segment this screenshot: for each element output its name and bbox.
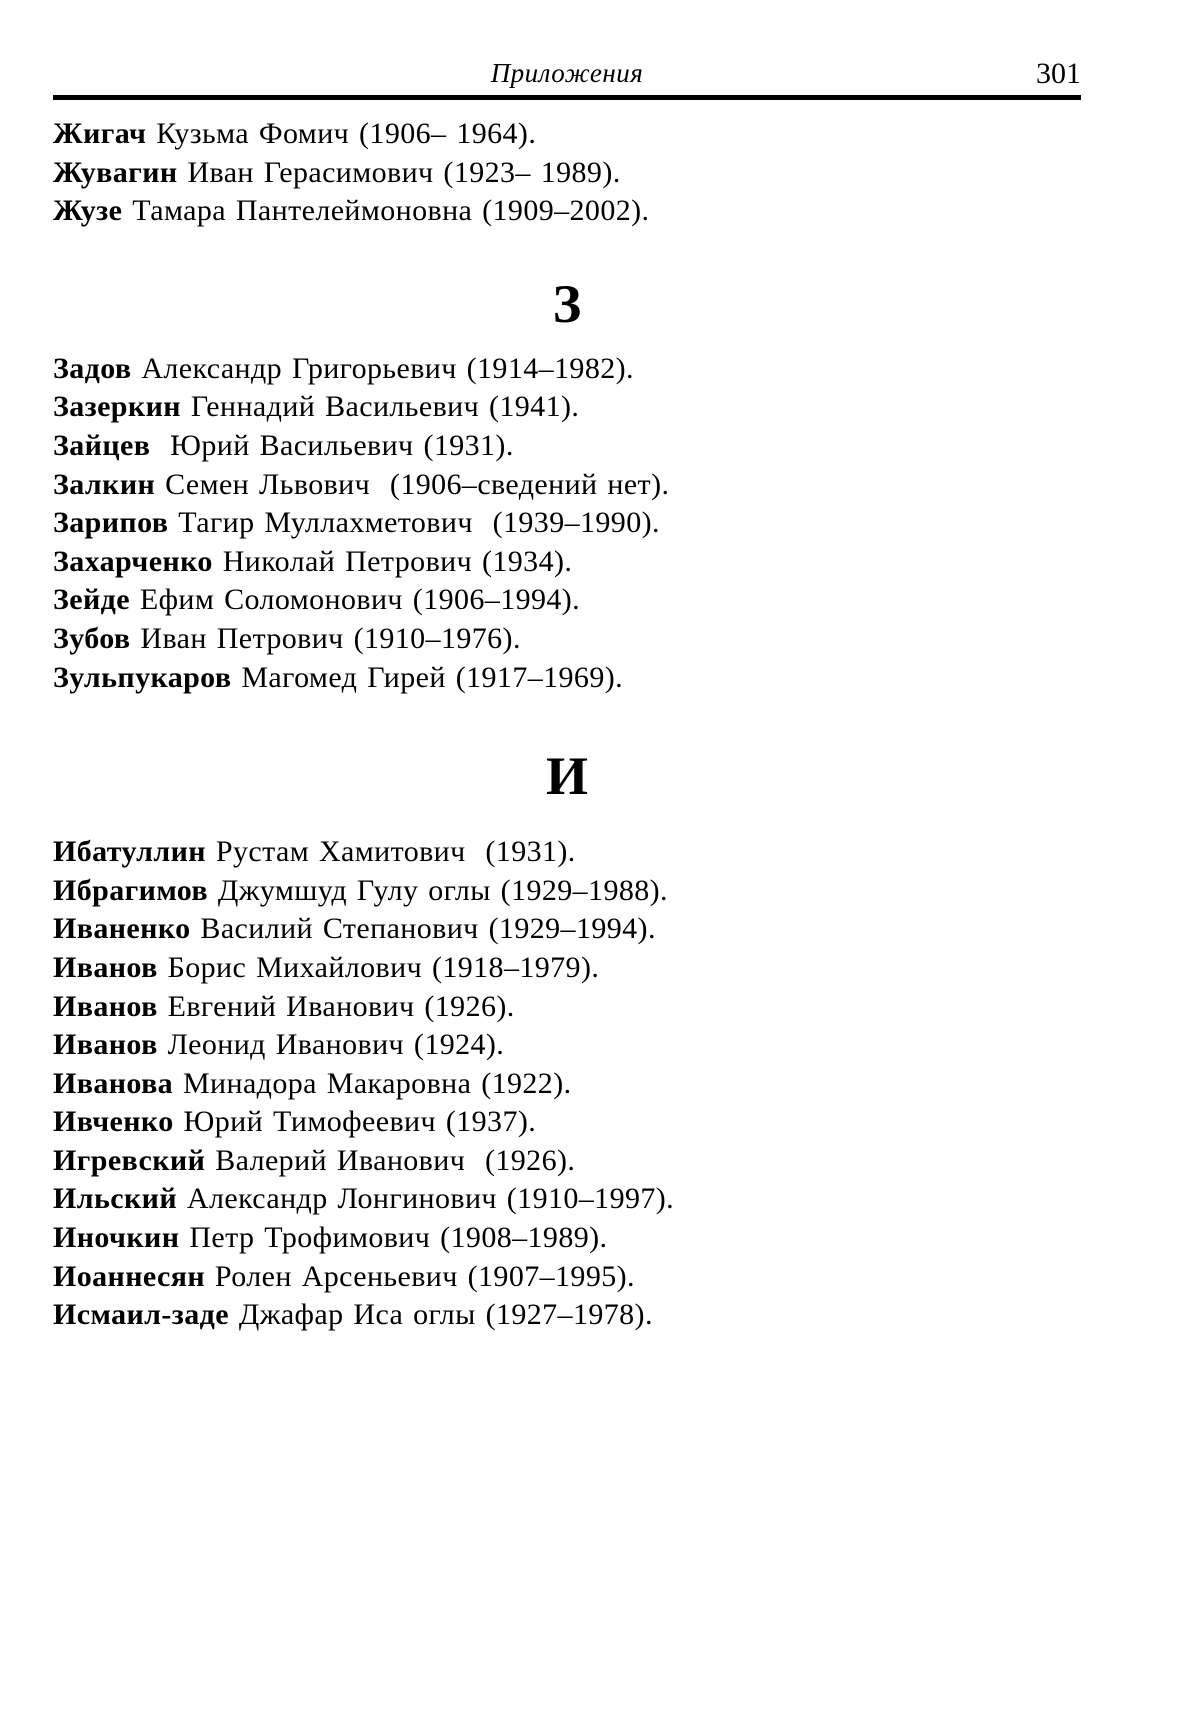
list-item [53,154,1081,193]
appendix-list [53,100,1081,1335]
entry-surname: Залкин [53,467,156,501]
list-item [53,910,1081,949]
entry-details: Джумшуд Гулу оглы (1929–1988). [208,873,668,907]
entry-details: Валерий Иванович (1926). [205,1143,576,1177]
entry-surname: Иванова [53,1066,174,1100]
letter-section [53,115,1081,231]
entry-surname: Иванов [53,989,158,1023]
entry-surname: Жигач [53,117,147,150]
entry-details: Магомед Гирей (1917–1969). [231,660,624,694]
entry-details: Ефим Соломонович (1906–1994). [129,583,581,617]
entry-surname: Жузе [53,194,123,228]
list-item [53,1180,1081,1219]
entry-details: Тамара Пантелеймоновна (1909–2002). [122,194,650,228]
entry-surname: Иванов [53,1028,158,1062]
entry-details: Петр Трофимович (1908–1989). [179,1221,608,1255]
page-header-title: Приложения [490,58,644,88]
list-item [53,1065,1081,1104]
entry-details: Леонид Иванович (1924). [157,1028,505,1062]
list-item [53,115,1081,154]
entry-details: Иван Петрович (1910–1976). [130,621,521,655]
list-item [53,833,1081,872]
entry-details: Семен Львович (1906–сведений нет). [155,467,670,501]
list-item [53,872,1081,911]
list-item [53,581,1081,620]
entry-details: Тагир Муллахметович (1939–1990). [168,506,660,540]
entry-surname: Зарипов [53,506,169,540]
list-item [53,427,1081,466]
letter-section [53,274,1081,697]
list-item [53,1142,1081,1181]
entry-surname: Ивченко [53,1105,174,1139]
entry-surname: Иоаннесян [53,1259,206,1293]
entry-details: Минадора Макаровна (1922). [173,1066,572,1100]
section-letter: И [545,746,588,807]
entry-surname: Ибрагимов [53,873,209,907]
list-item [53,1026,1081,1065]
list-item [53,466,1081,505]
list-item [53,504,1081,543]
entry-surname: Захарченко [53,544,213,578]
entry-details: Рустам Хамитович (1931). [206,835,576,869]
entry-surname: Игревский [53,1143,206,1177]
entry-details: Николай Петрович (1934). [212,544,573,578]
list-item [53,1296,1081,1335]
list-item [53,543,1081,582]
entry-surname: Иночкин [53,1221,180,1255]
entry-surname: Зубов [53,621,131,655]
entry-surname: Зазеркин [53,390,181,424]
page-number: 301 [1036,57,1081,90]
entry-details: Юрий Васильевич (1931). [150,428,514,462]
list-item [53,949,1081,988]
entry-surname: Иванов [53,950,158,984]
entry-surname: Зульпукаров [53,660,232,694]
entry-details: Александр Лонгинович (1910–1997). [177,1182,675,1216]
entry-surname: Иваненко [53,912,191,946]
entry-details: Василий Степанович (1929–1994). [190,912,656,946]
list-item [53,192,1081,231]
list-item [53,350,1081,389]
entry-surname: Зайцев [53,428,151,462]
entry-details: Ролен Арсеньевич (1907–1995). [205,1259,635,1293]
entry-details: Александр Григорьевич (1914–1982). [131,351,634,385]
entry-surname: Зейде [53,583,130,617]
entry-surname: Ильский [53,1182,178,1216]
list-item [53,1219,1081,1258]
entry-details: Юрий Тимофеевич (1937). [173,1105,537,1139]
entry-details: Геннадий Васильевич (1941). [180,390,580,424]
entry-surname: Задов [53,351,132,385]
list-item [53,659,1081,698]
list-item [53,1103,1081,1142]
entry-details: Евгений Иванович (1926). [157,989,515,1023]
entry-details: Иван Герасимович (1923– 1989). [177,155,621,189]
entry-surname: Исмаил-заде [53,1298,229,1332]
entry-surname: Ибатуллин [53,835,206,869]
entry-details: Борис Михайлович (1918–1979). [157,950,600,984]
entry-details: Кузьма Фомич (1906– 1964). [146,117,537,150]
entry-surname: Жувагин [53,155,178,189]
section-letter: З [552,273,582,334]
page-header [53,0,1081,95]
list-item [53,988,1081,1027]
list-item [53,388,1081,427]
entry-details: Джафар Иса оглы (1927–1978). [228,1298,653,1332]
scanned-page [53,0,1081,1335]
list-item [53,620,1081,659]
list-item [53,1258,1081,1297]
letter-section [53,746,1081,1335]
